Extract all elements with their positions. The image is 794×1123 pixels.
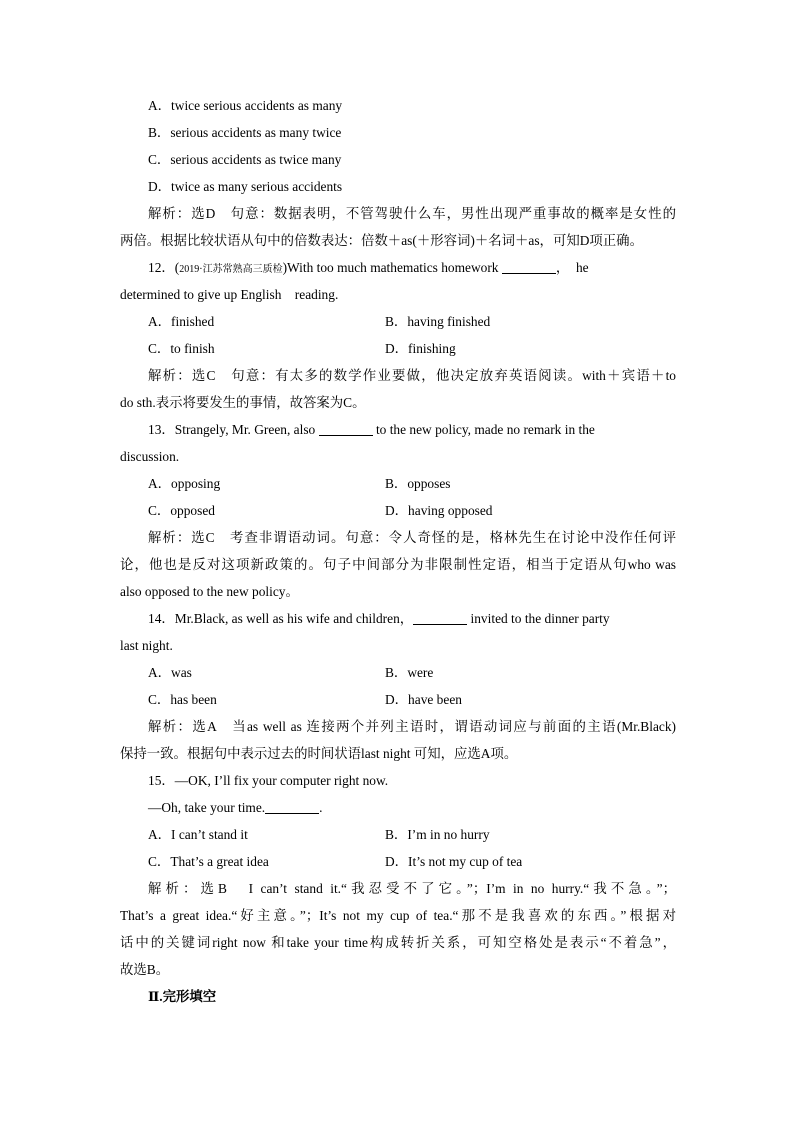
q15-option-c: C．That’s a great idea <box>148 854 269 869</box>
q15-stem-part-a: —Oh, take your time. <box>148 800 266 815</box>
q12-stem-part-b: ， he <box>555 260 589 275</box>
q13-stem-line-1 <box>120 416 676 443</box>
q14-stem-line-2: last night. <box>120 638 173 653</box>
q14-options-row-1 <box>120 659 676 686</box>
q12-options-row-1 <box>120 308 676 335</box>
q11-option-b: B．serious accidents as many twice <box>148 125 342 140</box>
q12-stem-line-1 <box>120 254 676 281</box>
q14-option-b: B．were <box>385 665 434 680</box>
q13-options-row-1 <box>120 470 676 497</box>
q15-option-d: D．It’s not my cup of tea <box>385 854 523 869</box>
q14-stem-part-a: 14．Mr.Black, as well as his wife and children， <box>148 611 414 626</box>
q12-option-a: A．finished <box>148 314 215 329</box>
q14-option-d: D．have been <box>385 692 462 707</box>
q14-option-a: A．was <box>148 665 192 680</box>
q15-analysis-line-4: 故选B。 <box>120 962 170 977</box>
q14-option-c: C．has been <box>148 692 217 707</box>
q13-option-b: B．opposes <box>385 476 451 491</box>
answer-blank <box>413 610 467 625</box>
answer-blank <box>502 259 556 274</box>
q14-stem-line-1 <box>120 605 676 632</box>
q12-source: 2019·江苏常熟高三质检 <box>179 264 283 275</box>
q15-stem-line-1: 15．—OK, I’ll fix your computer right now. <box>148 773 389 788</box>
q12-analysis-line-2: do sth.表示将要发生的事情，故答案为C。 <box>120 395 366 410</box>
q13-options-row-2 <box>120 497 676 524</box>
q13-option-d: D．having opposed <box>385 503 493 518</box>
q13-stem-part-a: 13．Strangely, Mr. Green, also <box>148 422 316 437</box>
q14-analysis-line-2: 保持一致。根据句中表示过去的时间状语last night 可知，应选A项。 <box>120 746 518 761</box>
q12-options-row-2 <box>120 335 676 362</box>
q12-number: 12．( <box>148 260 180 275</box>
q15-stem-line-2 <box>120 794 676 821</box>
q11-option-c: C．serious accidents as twice many <box>148 152 342 167</box>
q13-stem-line-2: discussion. <box>120 449 180 464</box>
answer-blank <box>265 799 319 814</box>
q13-analysis-line-3: also opposed to the new policy。 <box>120 584 299 599</box>
q15-options-row-1 <box>120 821 676 848</box>
q15-stem-part-b: . <box>319 800 323 815</box>
q15-option-a: A．I can’t stand it <box>148 827 248 842</box>
q12-stem-part-a: )With too much mathematics homework <box>282 260 499 275</box>
q14-stem-part-b: invited to the dinner party <box>470 611 610 626</box>
q13-option-a: A．opposing <box>148 476 221 491</box>
q13-stem-part-b: to the new policy, made no remark in the <box>375 422 595 437</box>
q12-analysis-line-1: 解析：选C 句意：有太多的数学作业要做，他决定放弃英语阅读。with＋宾语＋to <box>148 368 676 383</box>
q13-analysis-line-2: 论，他也是反对这项新政策的。句子中间部分为非限制性定语，相当于定语从句who was <box>120 557 676 572</box>
q12-option-c: C．to finish <box>148 341 215 356</box>
q12-stem-line-2: determined to give up English reading. <box>120 287 339 302</box>
q11-option-d: D．twice as many serious accidents <box>148 179 343 194</box>
q15-option-b: B．I’m in no hurry <box>385 827 490 842</box>
q14-analysis-line-1: 解析：选A 当as well as 连接两个并列主语时，谓语动词应与前面的主语(Mr.Black) <box>148 719 676 734</box>
q15-analysis-line-2: That’s a great idea.“好主意。”；It’s not my cup of tea.“那不是我喜欢的东西。”根据对 <box>120 908 676 923</box>
q15-analysis-line-1: 解析：选B I can’t stand it.“我忍受不了它。”；I’m in no hurry.“我不急。”； <box>148 881 676 896</box>
q11-analysis-line-2: 两倍。根据比较状语从句中的倍数表达：倍数＋as(＋形容词)＋名词＋as，可知D项正确。 <box>120 233 643 248</box>
q13-analysis-line-1: 解析：选C 考查非谓语动词。句意：令人奇怪的是，格林先生在讨论中没作任何评 <box>148 530 676 545</box>
document-page <box>120 92 676 1010</box>
q13-option-c: C．opposed <box>148 503 215 518</box>
q14-options-row-2 <box>120 686 676 713</box>
q12-option-b: B．having finished <box>385 314 491 329</box>
q15-analysis-line-3: 话中的关键词right now 和take your time构成转折关系，可知空格处是表示“不着急”， <box>120 935 676 950</box>
q12-option-d: D．finishing <box>385 341 456 356</box>
q15-options-row-2 <box>120 848 676 875</box>
answer-blank <box>319 421 373 436</box>
q11-analysis-line-1: 解析：选D 句意：数据表明，不管驾驶什么车，男性出现严重事故的概率是女性的 <box>148 206 676 221</box>
section-heading: Ⅱ.完形填空 <box>148 989 217 1004</box>
q11-option-a: A．twice serious accidents as many <box>148 98 343 113</box>
